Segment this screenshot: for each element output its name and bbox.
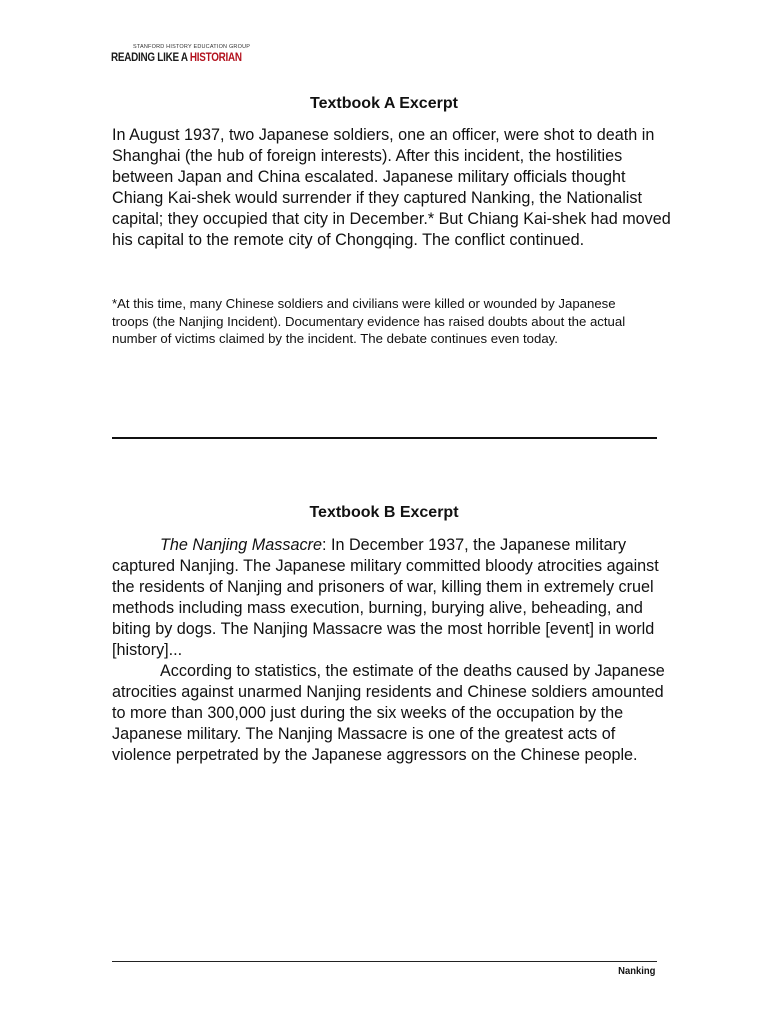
textbook-b-paragraph-2-text: According to statistics, the estimate of the deaths caused by Japanese atrocities against unarmed Nanjing residents and Chinese soldiers amounted to more than 300,000 just during the six weeks of the occupation by the Japanese military. The Nanjing Massacre is one of the greatest acts of violence perpetrated by the Japanese aggressors on the Chinese people. xyxy=(112,662,665,764)
textbook-b-massacre-title: The Nanjing Massacre xyxy=(160,536,322,554)
textbook-a-footnote: *At this time, many Chinese soldiers and civilians were killed or wounded by Japanese troops (the Nanjing Incident). Documentary evidence has raised doubts about the actual number of victims claimed by the incident. The debate continues even today. xyxy=(112,296,626,346)
footer-label: Nanking xyxy=(617,965,655,977)
logo-title xyxy=(111,51,242,65)
logo xyxy=(111,44,251,65)
footer-divider xyxy=(112,961,657,962)
logo-title-dark: READING LIKE A xyxy=(111,52,190,64)
textbook-b-paragraph-1-text: : In December 1937, the Japanese military captured Nanjing. The Japanese military committed bloody atrocities against the residents of Nanjing and prisoners of war, killing them in extremely cruel methods including mass execution, burning, burying alive, beheading, and biting by dogs. The Nanjing Massacre was the most horrible [event] in world [history]... xyxy=(112,536,659,659)
section-divider xyxy=(112,437,657,439)
textbook-b-paragraph-2 xyxy=(112,661,672,766)
textbook-b-paragraph-1 xyxy=(112,535,672,661)
logo-title-red: HISTORIAN xyxy=(189,52,242,64)
textbook-a-heading: Textbook A Excerpt xyxy=(310,95,458,112)
logo-org-name: STANFORD HISTORY EDUCATION GROUP xyxy=(133,44,251,50)
textbook-b-heading: Textbook B Excerpt xyxy=(309,504,459,521)
textbook-a-body: In August 1937, two Japanese soldiers, one an officer, were shot to death in Shanghai (the hub of foreign interests). After this incident, the hostilities between Japan and China escalated. Japanese military officials thought Chiang Kai-shek would surrender if they captured Nanking, the Nationalist capital; they occupied that city in December.* But Chiang Kai-shek had moved his capital to the remote city of Chongqing. The conflict continued. xyxy=(112,126,671,249)
